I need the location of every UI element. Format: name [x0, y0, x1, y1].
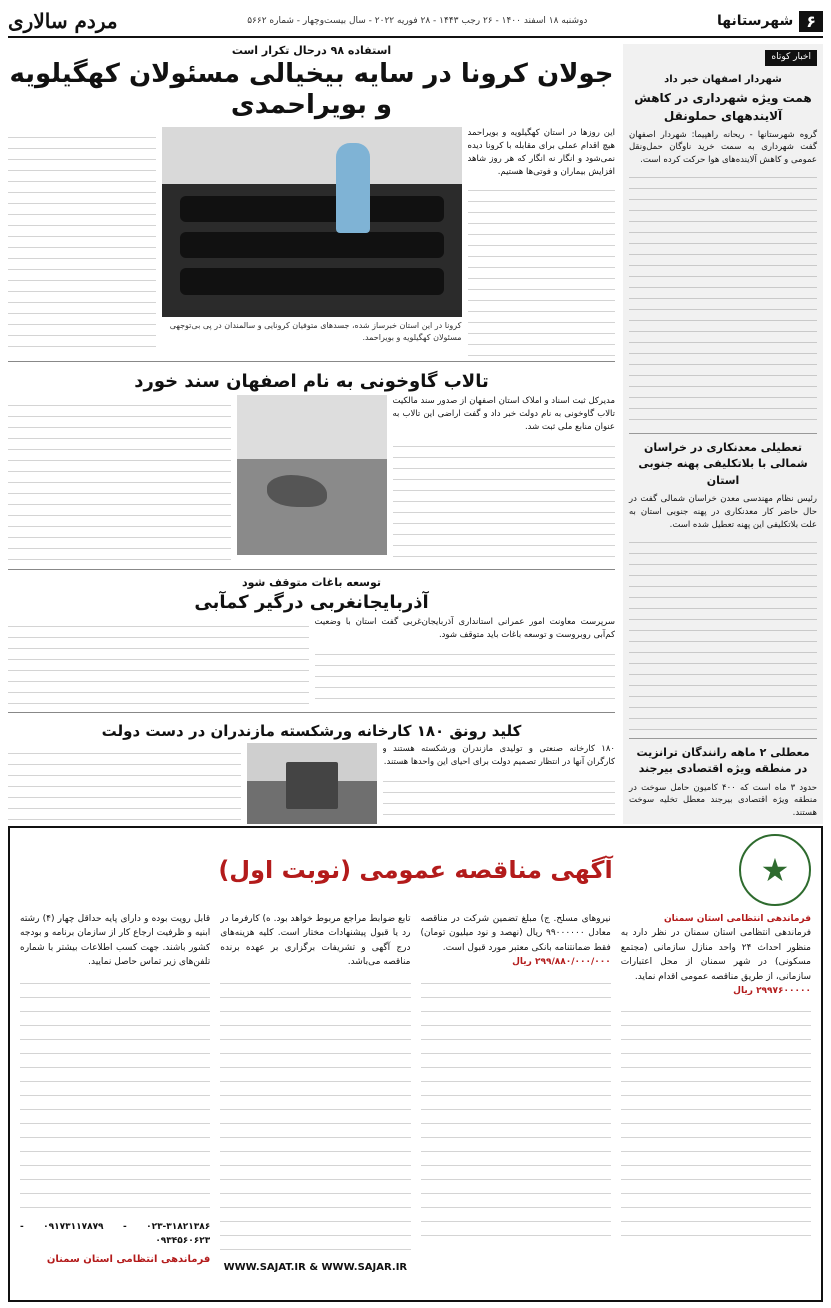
- ad-column-1-text: فرماندهی انتظامی استان سمنان در نظر دارد به منظور احداث ۲۴ واحد منازل سازمانی (مجتمع مسکونی) در شهر سمنان از محل اعتبارات سازمانی، از طریق مناقصه عمومی اقدام نماید.: [620, 928, 811, 982]
- lead-body-2: [8, 127, 156, 357]
- ad-title: آگهی مناقصه عمومی (نوبت اول): [218, 856, 613, 884]
- ad-amount-1: ۲۹۹۷۶۰۰۰۰۰ ریال: [733, 985, 811, 996]
- lead-kicker: استفاده ۹۸ درحال تکرار است: [231, 44, 392, 57]
- sidebar-separator: [629, 433, 817, 434]
- masthead: [8, 6, 823, 38]
- main-column: [8, 44, 615, 824]
- ad-column-4: [20, 912, 210, 1308]
- ad-phones: ۰۲۳-۳۱۸۲۱۳۸۶ - ۰۹۱۷۳۱۱۷۸۷۹ - ۰۹۳۴۵۶۰۶۲۳: [20, 1221, 211, 1246]
- date-line: دوشنبه ۱۸ اسفند ۱۴۰۰ - ۲۶ رجب ۱۴۴۳ - ۲۸ فوریه ۲۰۲۲ - سال بیست‌وچهار - شماره ۵۶۶۲: [247, 16, 588, 26]
- police-emblem-icon: ★: [739, 834, 811, 906]
- lead-story: [8, 44, 615, 362]
- tender-advertisement: [8, 826, 823, 1302]
- ad-column-2-text: نیروهای مسلح. ج) مبلغ تضمین شرکت در مناقصه معادل ۹۹۰۰۰۰۰۰ ریال (نهصد و نود میلیون تومان) فقط ضمانتنامه بانکی معتبر مورد قبول است.: [420, 914, 611, 953]
- mazandaran-body-2: [8, 743, 241, 824]
- lead-photo: [162, 127, 462, 317]
- lead-photo-caption: کرونا در این استان خبر‌ساز شده، جسدهای متوفیان کرونایی و سالمندان در پی بی‌توجهی مسئولان کهگیلویه و بویراحمد.: [169, 321, 462, 342]
- sidebar-story1-body: گروه شهرستانها - ریحانه راهپیما: شهردار اصفهان گفت شهرداری به سمت خرید ناوگان حمل‌ونقل عمومی و کاهش آلاینده‌های هوا حرکت کرده است.: [629, 129, 817, 165]
- mazandaran-body: [383, 743, 616, 824]
- newspaper-logo: مردم سالاری: [8, 9, 118, 33]
- sidebar-story3-body: حدود ۳ ماه است که ۴۰۰ کامیون حامل سوخت در منطقه ویژه اقتصادی بیرجند معطل تخلیه سوخت هستند.: [629, 782, 817, 818]
- mazandaran-story: [8, 719, 615, 824]
- ad-amount-2: ۲۹۹/۸۸۰/۰۰۰/۰۰۰ ریال: [512, 957, 611, 968]
- mazandaran-headline: کلید رونق ۱۸۰ کارخانه ورشکسته مازندران در دست دولت: [101, 722, 522, 741]
- gavkhooni-body-2: [8, 395, 231, 565]
- sidebar-story1-headline: همت ویژه شهرداری در کاهش آلایندههای حملونقل: [634, 90, 812, 123]
- page-body: [8, 44, 823, 824]
- sidebar-story2-body: رئیس نظام مهندسی معدن خراسان شمالی گفت در حال حاضر کار معدنکاری در پهنه جنوبی استان به علت بلاتکلیفی این پهنه تعطیل شده است.: [629, 494, 817, 530]
- azarbaijan-kicker: توسعه باغات متوقف شود: [241, 576, 382, 590]
- azarbaijan-story: [8, 576, 615, 713]
- section-header: [717, 11, 823, 32]
- sidebar-separator: [629, 738, 817, 739]
- azarbaijan-body: [315, 616, 616, 708]
- sidebar-news: [623, 44, 823, 824]
- section-title: شهرستانها: [717, 13, 794, 29]
- ad-column-2: [421, 912, 611, 1308]
- lead-headline: جولان کرونا در سایه بیخیالی مسئولان کهگیلویه و بویراحمدی: [9, 59, 614, 121]
- mazandaran-photo: [247, 743, 377, 824]
- sidebar-story2-headline: تعطیلی معدنکاری در خراسان شمالی با بلاتکلیفی پهنه جنوبی استان: [638, 440, 808, 487]
- gavkhooni-body-text: مدیرکل ثبت اسناد و املاک استان اصفهان از صدور سند مالکیت تالاب گاوخونی به نام دولت خبر داد و گفت اراضی این تالاب به عنوان منابع ملی ثبت شد.: [392, 396, 615, 432]
- sidebar-story2-filler: [629, 532, 817, 732]
- lead-photo-block: [162, 127, 462, 357]
- lead-body-text: این روزها در استان کهگیلویه و بویراحمد هیچ اقدام عملی برای مقابله با کرونا دیده نمی‌شود و انگار نه انگار که هر روز شاهد افزایش بیماران و فوتی‌ها هستیم.: [467, 128, 615, 177]
- ad-column-4-text: قابل رویت بوده و دارای پایه حداقل چهار (۴) رشته ابنیه و ظرفیت ارجاع کار از سازمان برنامه و بودجه کشور باشند. جهت کسب اطلاعات بیشتر با شماره تلفن‌های زیر تماس حاصل نمایید.: [20, 914, 211, 968]
- gavkhooni-photo: [237, 395, 387, 565]
- gavkhooni-story: [8, 368, 615, 570]
- azarbaijan-headline: آذربایجانغربی درگیر کمآبی: [194, 592, 429, 614]
- ad-websites: WWW.SAJAT.IR & WWW.SAJAR.IR: [223, 1261, 408, 1273]
- ad-footer: فرماندهی انتظامی استان سمنان: [46, 1254, 211, 1266]
- gavkhooni-body: [393, 395, 616, 565]
- azarbaijan-body-2: [8, 616, 309, 708]
- lead-body-filler: [468, 180, 616, 357]
- ad-column-1: [621, 912, 811, 1308]
- sidebar-story1-filler: [629, 167, 817, 427]
- sidebar-story1-kicker: شهردار اصفهان خبر داد: [664, 73, 782, 85]
- gavkhooni-headline: تالاب گاوخونی به نام اصفهان سند خورد: [134, 371, 489, 393]
- ad-column-3: [220, 912, 410, 1308]
- sidebar-tag: اخبار کوتاه: [765, 50, 817, 66]
- azarbaijan-body-text: سرپرست معاونت امور عمرانی استانداری آذربایجان‌غربی گفت استان با وضعیت کم‌آبی روبروست و توسعه باغات باید متوقف شود.: [314, 617, 615, 641]
- ad-column-3-text: تابع ضوابط مراجع مربوط خواهد بود. ه) کارفرما در رد یا قبول پیشنهادات مختار است. کلیه هزینه‌های درج آگهی و تشریفات برگزاری بر عهده برنده مناقصه می‌باشد.: [220, 914, 411, 968]
- sidebar-story3-headline: معطلی ۲ ماهه رانندگان ترانزیت در منطقه ویژه اقتصادی بیرجند: [636, 745, 810, 775]
- page-number: ۶: [799, 11, 823, 32]
- lead-body: [468, 127, 616, 357]
- lead-body2-filler: [8, 127, 156, 355]
- ad-organization: فرماندهی انتظامی استان سمنان: [663, 914, 811, 924]
- mazandaran-body-text: ۱۸۰ کارخانه صنعتی و تولیدی مازندران ورشکسته هستند و کارگران آنها در انتظار تصمیم دولت برای احیای این واحدها هستند.: [382, 744, 615, 768]
